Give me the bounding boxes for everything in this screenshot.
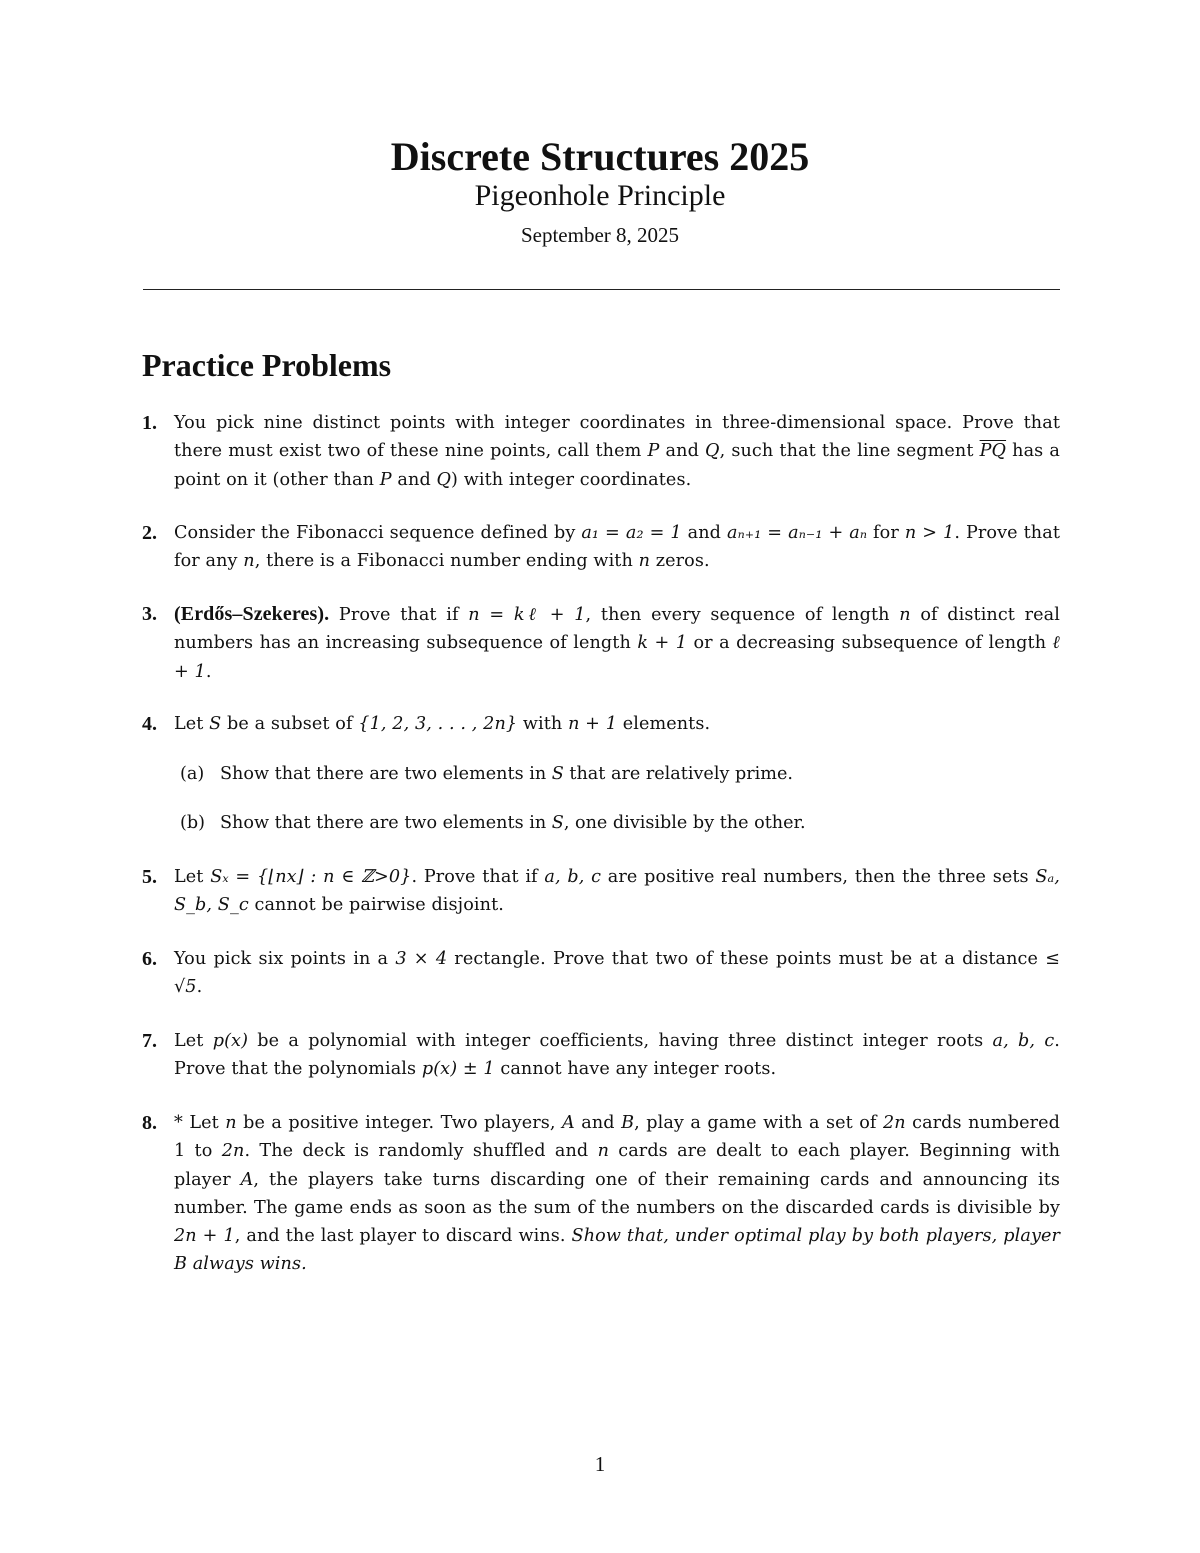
problem-text: Let p(x) be a polynomial with integer coefficients, having three distinct integer roots a, b, c. Prove that the polynomials p(x) ± 1 cannot have any integer roots.: [174, 1031, 1060, 1080]
problem-6: [142, 945, 1060, 1002]
part-label: (b): [180, 813, 205, 833]
problem-text: Consider the Fibonacci sequence defined by a₁ = a₂ = 1 and aₙ₊₁ = aₙ₋₁ + aₙ for n > 1. Prove that for any n, there is a Fibonacci number ending with n zeros.: [174, 523, 1061, 572]
problem-number: 3.: [142, 603, 157, 625]
problem-number: 6.: [142, 948, 157, 970]
problem-5: [142, 863, 1060, 920]
problem-text: You pick six points in a 3 × 4 rectangle. Prove that two of these points must be at a distance ≤ √5.: [174, 949, 1061, 998]
problem-4-part-a: (a) Show that there are two elements in S that are relatively prime.: [180, 760, 1060, 788]
section-heading: Practice Problems: [142, 347, 392, 383]
problem-text: (Erdős–Szekeres). Prove that if n = kℓ + 1, then every sequence of length n of distinct real numbers has an increasing subsequence of length k + 1 or a decreasing subsequence of length ℓ + 1.: [174, 603, 1060, 682]
problem-number: 2.: [142, 522, 157, 544]
problem-number: 8.: [142, 1112, 157, 1134]
problem-3: [142, 600, 1060, 686]
problem-text: * Let n be a positive integer. Two players, A and B, play a game with a set of 2n cards numbered 1 to 2n. The deck is randomly shuffled and n cards are dealt to each player. Beginning with player A, the players take turns discarding one of their remaining cards and announcing its number. The game ends as soon as the sum of the numbers on the discarded cards is divisible by 2n + 1, and the last player to discard wins. Show that, under optimal play by both players, player B always wins.: [174, 1113, 1060, 1275]
problem-4: [142, 710, 1060, 738]
problem-number: 5.: [142, 866, 157, 888]
problem-1: [142, 409, 1060, 494]
problem-text: Let S be a subset of {1, 2, 3, . . . , 2n} with n + 1 elements.: [174, 714, 711, 734]
problem-number: 4.: [142, 713, 157, 735]
italic-conclusion: Show that, under optimal play by both players, player B always wins.: [174, 1226, 1060, 1275]
document-date: September 8, 2025: [520, 223, 680, 247]
problem-text: You pick nine distinct points with integer coordinates in three-dimensional space. Prove that there must exist two of these nine points, call them P and Q, such that the line segment $\overline{PQ}$ has a point on it (other than P and Q) with integer coordinates.: [174, 413, 1061, 490]
problem-number: 1.: [142, 412, 157, 434]
page-number: 1: [594, 1452, 606, 1476]
problem-text: Let Sₓ = {⌊nx⌋ : n ∈ ℤ>0}. Prove that if a, b, c are positive real numbers, then the three sets Sₐ, S_b, S_c cannot be pairwise disjoint.: [174, 867, 1060, 916]
problem-number: 7.: [142, 1030, 157, 1052]
header-divider: [143, 289, 1060, 290]
document-title: Discrete Structures 2025: [390, 134, 810, 179]
problem-8: [142, 1109, 1060, 1279]
problem-2: [142, 519, 1060, 576]
problem-4-part-b: (b) Show that there are two elements in S, one divisible by the other.: [180, 809, 1060, 837]
problem-7: [142, 1027, 1060, 1084]
part-label: (a): [180, 764, 205, 784]
document-subtitle: Pigeonhole Principle: [474, 179, 726, 212]
